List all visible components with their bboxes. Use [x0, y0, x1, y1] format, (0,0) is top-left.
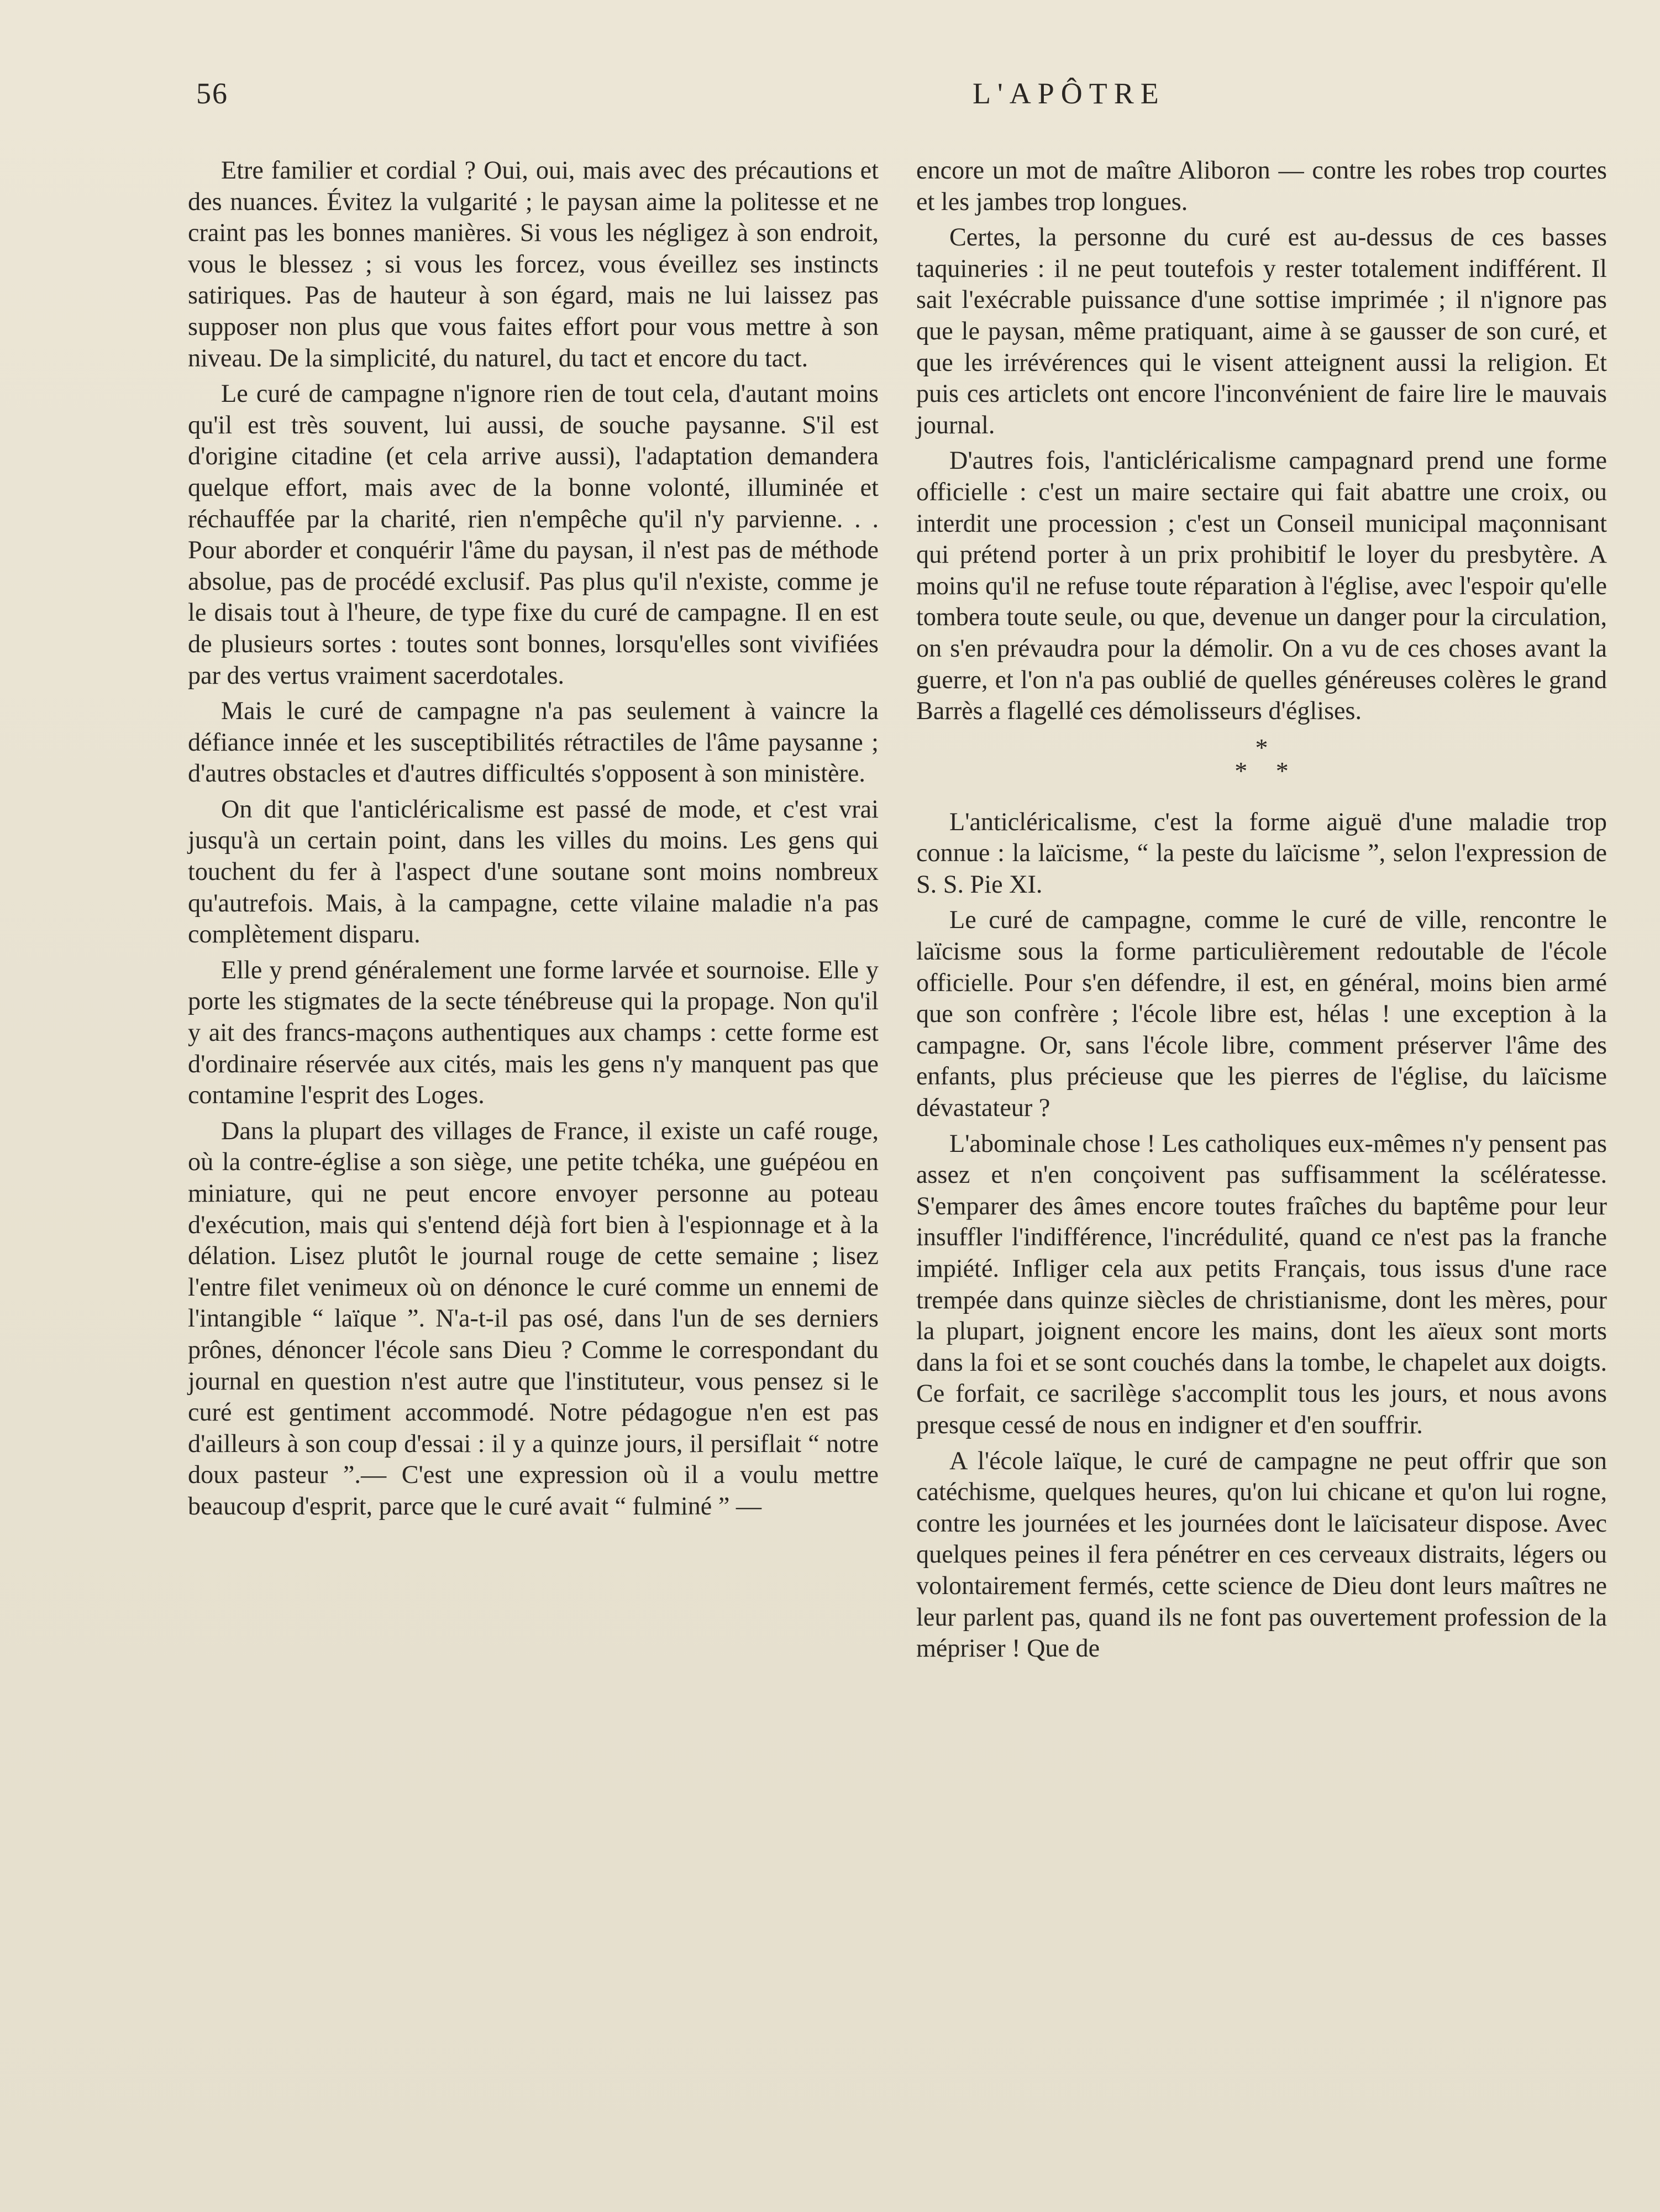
running-title: L'APÔTRE — [973, 77, 1165, 110]
paragraph: Etre familier et cordial ? Oui, oui, mais avec des précautions et des nuances. Évitez la vulgarité ; le paysan aime la politesse et ne craint pas les bonnes manières. Si vous les négligez à son endroit, vous le blessez ; si vous les forcez, vous éveillez ses instincts satiriques. Pas de hauteur à son égard, mais ne lui laissez pas supposer non plus que vous faites effort pour vous mettre à son niveau. De la simplicité, du naturel, du tact et encore du tact. — [188, 156, 879, 372]
right-column — [916, 155, 1607, 1669]
asterism-top: * — [1255, 733, 1268, 762]
paragraph: L'anticléricalisme, c'est la forme aiguë d'une maladie trop connue : la laïcisme, “ la peste du laïcisme ”, selon l'expression de S. S. Pie XI. — [916, 807, 1607, 898]
paragraph: On dit que l'anticléricalisme est passé de mode, et c'est vrai jusqu'à un certain point, dans les villes du moins. Les gens qui touchent du fer à l'aspect d'une soutane sont moins nombreux qu'autrefois. Mais, à la campagne, cette vilaine maladie n'a pas complètement disparu. — [188, 794, 879, 948]
paragraph: Certes, la personne du curé est au-dessus de ces basses taquineries : il ne peut toutefois y rester totalement indifférent. Il sait l'exécrable puissance d'une sottise imprimée ; il n'ignore pas que le paysan, même pratiquant, aime à se gausser de son curé, et que les irrévérences qui le visent atteignent aussi la religion. Et puis ces articlets ont encore l'inconvénient de faire lire le mauvais journal. — [916, 223, 1607, 439]
section-break-asterism — [916, 733, 1607, 787]
paragraph: L'abominale chose ! Les catholiques eux-mêmes n'y pensent pas assez et n'en conçoivent pas suffisamment la scélératesse. S'emparer des âmes encore toutes fraîches du baptême pour leur insuffler l'indifférence, l'incrédulité, quand ce n'est pas la franche impiété. Infliger cela aux petits Français, tous issus d'une race trempée dans quinze siècles de christianisme, dont les mères, pour la plupart, joignent encore les mains, dont les aïeux sont morts dans la foi et se sont couchés dans la tombe, le chapelet aux doigts. Ce forfait, ce sacrilège s'accomplit tous les jours, et nous avons presque cessé de nous en indigner et d'en souffrir. — [916, 1129, 1607, 1439]
paragraph-continued: encore un mot de maître Aliboron — contre les robes trop courtes et les jambes trop longues. — [916, 156, 1607, 216]
left-column — [188, 155, 879, 1527]
page-number: 56 — [196, 77, 228, 110]
page-header — [196, 76, 1611, 126]
paragraph: D'autres fois, l'anticléricalisme campagnard prend une forme officielle : c'est un maire sectaire qui fait abattre une croix, ou interdit une procession ; c'est un Conseil municipal maçonnisant qui prétend porter à un prix prohibitif le loyer du presbytère. A moins qu'il ne refuse toute réparation à l'église, avec l'espoir qu'elle tombera toute seule, ou que, devenue un danger pour la circulation, on s'en prévaudra pour la démolir. On a vu de ces choses avant la guerre, et l'on n'a pas oublié de quelles généreuses colères le grand Barrès a flagellé ces démolisseurs d'églises. — [916, 446, 1607, 725]
paragraph: Mais le curé de campagne n'a pas seulement à vaincre la défiance innée et les susceptibilités rétractiles de l'âme paysanne ; d'autres obstacles et d'autres difficultés s'opposent à son ministère. — [188, 696, 879, 788]
paragraph: Le curé de campagne, comme le curé de ville, rencontre le laïcisme sous la forme particulièrement redoutable de l'école officielle. Pour s'en défendre, il est, en général, moins bien armé que son confrère ; l'école libre est, hélas ! une exception à la campagne. Or, sans l'école libre, comment préserver l'âme des enfants, plus précieuse que les pierres de l'église, du laïcisme dévastateur ? — [916, 905, 1607, 1122]
paragraph: Le curé de campagne n'ignore rien de tout cela, d'autant moins qu'il est très souvent, lui aussi, de souche paysanne. S'il est d'origine citadine (et cela arrive aussi), l'adaptation demandera quelque effort, mais avec de la bonne volonté, illuminée et réchauffée par la charité, rien n'empêche qu'il n'y parvienne. . . Pour aborder et conquérir l'âme du paysan, il n'est pas de méthode absolue, pas de procédé exclusif. Pas plus qu'il n'existe, comme je le disais tout à l'heure, de type fixe du curé de campagne. Il en est de plusieurs sortes : toutes sont bonnes, lorsqu'elles sont vivifiées par des vertus vraiment sacerdotales. — [188, 379, 879, 689]
paragraph: Elle y prend généralement une forme larvée et sournoise. Elle y porte les stigmates de la secte ténébreuse qui la propage. Non qu'il y ait des francs-maçons authentiques aux champs : cette forme est d'ordinaire réservée aux cités, mais les gens n'y manquent pas que contamine l'esprit des Loges. — [188, 955, 879, 1109]
paragraph: A l'école laïque, le curé de campagne ne peut offrir que son catéchisme, quelques heures, qu'on lui chicane et qu'on lui rogne, contre les journées et les journées dont le laïcisateur dispose. Avec quelques peines il fera pénétrer en ces cerveaux distraits, légers ou volontairement fermés, cette science de Dieu dont leurs maîtres ne leur parlent pas, quand ils ne font pas ouvertement profession de la mépriser ! Que de — [916, 1446, 1607, 1663]
asterism-bottom: * * — [1235, 756, 1289, 785]
paragraph: Dans la plupart des villages de France, il existe un café rouge, où la contre-église a son siège, une petite tchéka, une guépéou en miniature, qui ne peut encore envoyer personne au poteau d'exécution, mais qui s'entend déjà fort bien à l'espionnage et à la délation. Lisez plutôt le journal rouge de cette semaine ; lisez l'entre filet venimeux où on dénonce le curé comme un ennemi de l'intangible “ laïque ”. N'a-t-il pas osé, dans l'un de ses derniers prônes, dénoncer l'école sans Dieu ? Comme le correspondant du journal en question n'est autre que l'instituteur, vous pensez si le curé est gentiment accommodé. Notre pédagogue n'en est pas d'ailleurs à son coup d'essai : il y a quinze jours, il persiflait “ notre doux pasteur ”.— C'est une expression où il a voulu mettre beaucoup d'esprit, parce que le curé avait “ fulminé ” — — [188, 1116, 879, 1520]
